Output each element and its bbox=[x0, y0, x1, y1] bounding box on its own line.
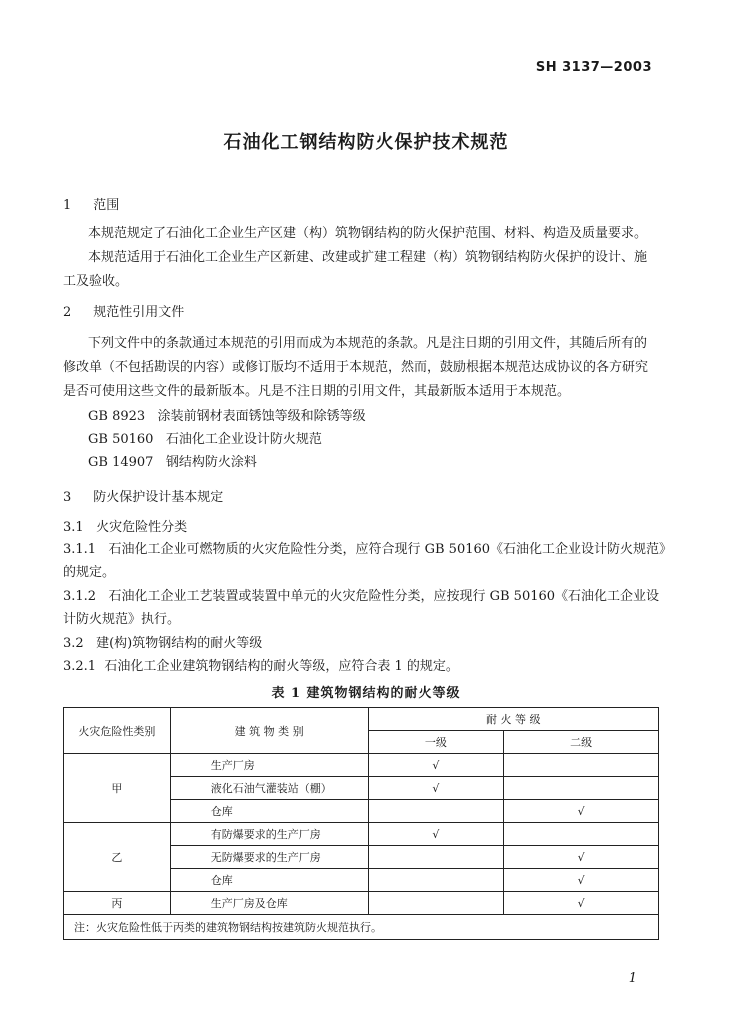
grade-1-cell bbox=[368, 892, 504, 915]
paragraph: 工及验收。 bbox=[63, 274, 129, 289]
hazard-class-cell: 丙 bbox=[64, 892, 171, 915]
table-note: 注：火灾危险性低于丙类的建筑物钢结构按建筑防火规范执行。 bbox=[64, 915, 659, 940]
building-cell: 生产厂房及仓库 bbox=[170, 892, 368, 915]
building-cell: 仓库 bbox=[170, 800, 368, 823]
clause bbox=[63, 585, 659, 604]
section-number: 3 bbox=[63, 490, 72, 505]
grade-2-cell bbox=[504, 777, 659, 800]
grade-1-cell bbox=[368, 800, 504, 823]
reference-code: GB 50160 bbox=[88, 432, 154, 447]
page-number: 1 bbox=[628, 971, 637, 986]
fire-rating-table bbox=[63, 707, 659, 940]
section-3-heading bbox=[63, 486, 223, 505]
header-hazard-class: 火灾危险性类别 bbox=[64, 708, 171, 754]
reference-code: GB 8923 bbox=[88, 409, 146, 424]
section-number: 2 bbox=[63, 305, 72, 320]
grade-1-cell bbox=[368, 846, 504, 869]
subsection-title: 建(构)筑物钢结构的耐火等级 bbox=[96, 636, 263, 651]
clause-text: 石油化工企业建筑物钢结构的耐火等级，应符合表 1 的规定。 bbox=[104, 659, 459, 674]
reference-title: 石油化工企业设计防火规范 bbox=[165, 432, 322, 447]
paragraph: 的规定。 bbox=[63, 565, 116, 580]
building-cell: 有防爆要求的生产厂房 bbox=[170, 823, 368, 846]
paragraph: 下列文件中的条款通过本规范的引用而成为本规范的条款。凡是注日期的引用文件，其随后所有的 bbox=[88, 336, 648, 351]
building-cell: 生产厂房 bbox=[170, 754, 368, 777]
reference-code: GB 14907 bbox=[88, 455, 154, 470]
paragraph: 本规范规定了石油化工企业生产区建（构）筑物钢结构的防火保护范围、材料、构造及质量要求。 bbox=[88, 226, 648, 241]
header-grade-1: 一级 bbox=[368, 731, 504, 754]
header-fire-rating: 耐 火 等 级 bbox=[368, 708, 658, 731]
paragraph: 计防火规范》执行。 bbox=[63, 612, 181, 627]
building-cell: 无防爆要求的生产厂房 bbox=[170, 846, 368, 869]
section-number: 1 bbox=[63, 198, 72, 213]
section-title: 范围 bbox=[93, 198, 120, 213]
grade-1-check: √ bbox=[368, 754, 504, 777]
building-cell: 液化石油气灌装站（棚） bbox=[170, 777, 368, 800]
grade-2-check: √ bbox=[504, 800, 659, 823]
grade-2-check: √ bbox=[504, 846, 659, 869]
section-1-heading bbox=[63, 194, 119, 213]
grade-2-check: √ bbox=[504, 869, 659, 892]
clause-number: 3.2.1 bbox=[63, 659, 97, 674]
section-2-heading bbox=[63, 301, 184, 320]
clause-text: 石油化工企业可燃物质的火灾危险性分类，应符合现行 GB 50160《石油化工企业设计防火规范》 bbox=[108, 542, 673, 557]
grade-1-check: √ bbox=[368, 777, 504, 800]
subsection-title: 火灾危险性分类 bbox=[96, 520, 188, 535]
hazard-class-cell: 甲 bbox=[64, 754, 171, 823]
reference-title: 钢结构防火涂料 bbox=[165, 455, 257, 470]
grade-1-check: √ bbox=[368, 823, 504, 846]
table-caption: 表 1 建筑物钢结构的耐火等级 bbox=[271, 686, 461, 701]
header-building-type: 建 筑 物 类 别 bbox=[170, 708, 368, 754]
reference-item bbox=[88, 428, 322, 447]
reference-item bbox=[88, 451, 257, 470]
subsection-heading bbox=[63, 632, 262, 651]
grade-2-check: √ bbox=[504, 892, 659, 915]
section-title: 规范性引用文件 bbox=[93, 305, 185, 320]
table-row bbox=[64, 892, 659, 915]
paragraph: 修改单（不包括勘误的内容）或修订版均不适用于本规范，然而，鼓励根据本规范达成协议的各方研究 bbox=[63, 360, 649, 375]
reference-item bbox=[88, 405, 366, 424]
grade-2-cell bbox=[504, 754, 659, 777]
paragraph: 是否可使用这些文件的最新版本。凡是不注日期的引用文件，其最新版本适用于本规范。 bbox=[63, 384, 571, 399]
section-title: 防火保护设计基本规定 bbox=[93, 490, 224, 505]
subsection-heading bbox=[63, 516, 187, 535]
subsection-number: 3.1 bbox=[63, 520, 84, 535]
standard-number: SH 3137—2003 bbox=[535, 60, 652, 75]
clause bbox=[63, 538, 672, 557]
grade-2-cell bbox=[504, 823, 659, 846]
clause bbox=[63, 655, 459, 674]
building-cell: 仓库 bbox=[170, 869, 368, 892]
reference-title: 涂装前钢材表面锈蚀等级和除锈等级 bbox=[157, 409, 366, 424]
header-grade-2: 二级 bbox=[504, 731, 659, 754]
clause-text: 石油化工企业工艺装置或装置中单元的火灾危险性分类，应按现行 GB 50160《石油化工企业设 bbox=[108, 589, 660, 604]
clause-number: 3.1.1 bbox=[63, 542, 97, 557]
clause-number: 3.1.2 bbox=[63, 589, 97, 604]
table-row bbox=[64, 754, 659, 777]
paragraph: 本规范适用于石油化工企业生产区新建、改建或扩建工程建（构）筑物钢结构防火保护的设计、施 bbox=[88, 250, 648, 265]
table-row bbox=[64, 823, 659, 846]
document-title: 石油化工钢结构防火保护技术规范 bbox=[223, 132, 509, 153]
subsection-number: 3.2 bbox=[63, 636, 84, 651]
grade-1-cell bbox=[368, 869, 504, 892]
hazard-class-cell: 乙 bbox=[64, 823, 171, 892]
